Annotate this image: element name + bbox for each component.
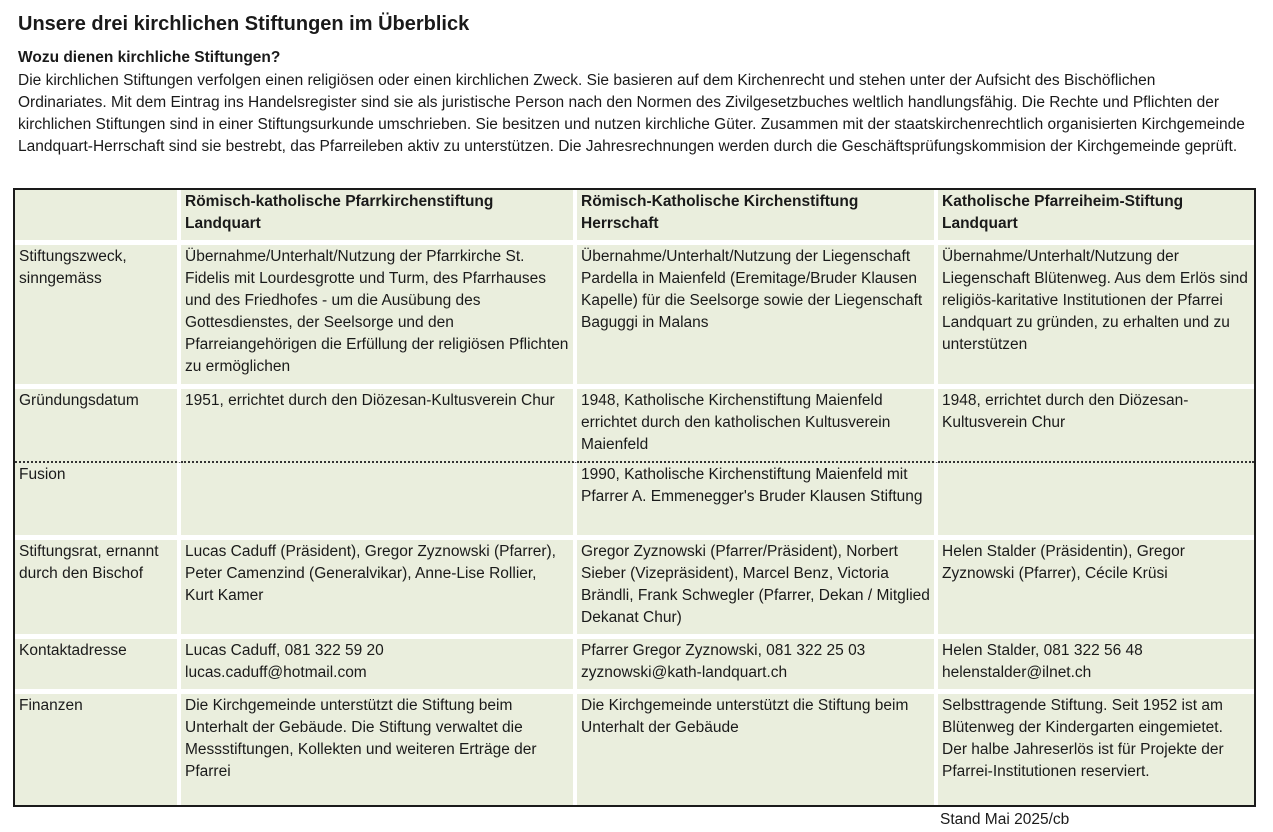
row-label: Fusion [15, 463, 181, 540]
page-title: Unsere drei kirchlichen Stiftungen im Überblick [18, 13, 470, 35]
row-label: Stiftungszweck, sinngemäss [15, 245, 181, 389]
intro-paragraph: Die kirchlichen Stiftungen verfolgen einen religiösen oder einen kirchlichen Zweck. Sie basieren auf dem Kirchenrecht und stehen unter der Aufsicht des Bischöflichen Ordinariates. Mit dem Eintrag ins Handelsregister sind sie als juristische Person nach den Normen des Zivilgesetzbuches weltlich handlungsfähig. Die Rechte und Pflichten der kirchlichen Stiftungen sind in einer Stiftungsurkunde umschrieben. Sie besitzen und nutzen kirchliche Güter. Zusammen mit der staatskirchenrechtlich organisierten Kirchgemeinde Landquart-Herrschaft sind sie bestrebt, das Pfarreileben aktiv zu unterstützen. Die Jahresrechnungen werden durch die Geschäftsprüfungskommision der Kirchgemeinde geprüft. [18, 72, 1245, 155]
contact-email: lucas.caduff@hotmail.com [185, 664, 367, 681]
table-cell: Übernahme/Unterhalt/Nutzung der Pfarrkirche St. Fidelis mit Lourdesgrotte und Turm, des Pfarrhauses und des Friedhofes - um die Ausübung des Gottesdienstes, der Seelsorge und den Pfarreiangehörigen die Erfüllung der religiösen Pflichten zu ermöglichen [181, 245, 577, 389]
table-row [15, 463, 1254, 540]
table-cell: Selbsttragende Stiftung. Seit 1952 ist am Blütenweg der Kindergarten eingemietet. Der halbe Jahreserlös ist für Projekte der Pfarrei-Institutionen reserviert. [938, 694, 1254, 807]
table-cell [181, 463, 577, 540]
table-cell: Die Kirchgemeinde unterstützt die Stiftung beim Unterhalt der Gebäude. Die Stiftung verwaltet die Messstiftungen, Kollekten und weiteren Erträge der Pfarrei [181, 694, 577, 807]
table-cell: Übernahme/Unterhalt/Nutzung der Liegenschaft Blütenweg. Aus dem Erlös sind religiös-karitative Institutionen der Pfarrei Landquart zu gründen, zu erhalten und zu unterstützen [938, 245, 1254, 389]
contact-cell [577, 639, 938, 694]
table-cell: 1948, errichtet durch den Diözesan-Kultusverein Chur [938, 389, 1254, 463]
contact-email: helenstalder@ilnet.ch [942, 664, 1092, 681]
section-heading: Wozu dienen kirchliche Stiftungen? [18, 49, 281, 66]
table-cell: 1990, Katholische Kirchenstiftung Maienfeld mit Pfarrer A. Emmenegger's Bruder Klausen Stiftung [577, 463, 938, 540]
table-cell: 1951, errichtet durch den Diözesan-Kultusverein Chur [181, 389, 577, 463]
contact-cell [181, 639, 577, 694]
table-row [15, 389, 1254, 463]
row-label: Kontaktadresse [15, 639, 181, 694]
contact-email: zyznowski@kath-landquart.ch [581, 664, 788, 681]
table-cell: 1948, Katholische Kirchenstiftung Maienfeld errichtet durch den katholischen Kultusverein Maienfeld [577, 389, 938, 463]
row-label: Stiftungsrat, ernannt durch den Bischof [15, 540, 181, 639]
table-cell [938, 463, 1254, 540]
contact-phone: Helen Stalder, 081 322 56 48 [942, 642, 1143, 659]
table-row [15, 540, 1254, 639]
table-cell: Übernahme/Unterhalt/Nutzung der Liegenschaft Pardella in Maienfeld (Eremitage/Bruder Klausen Kapelle) für die Seelsorge sowie der Liegenschaft Baguggi in Malans [577, 245, 938, 389]
header-empty-cell [15, 190, 181, 245]
header-pfarrkirchenstiftung: Römisch-katholische Pfarrkirchenstiftung Landquart [181, 190, 577, 245]
table-row [15, 694, 1254, 807]
table-cell: Die Kirchgemeinde unterstützt die Stiftung beim Unterhalt der Gebäude [577, 694, 938, 807]
table-row [15, 245, 1254, 389]
revision-note: Stand Mai 2025/cb [940, 811, 1070, 828]
table-cell: Gregor Zyznowski (Pfarrer/Präsident), Norbert Sieber (Vizepräsident), Marcel Benz, Victoria Brändli, Frank Schwegler (Pfarrer, Dekan / Mitglied Dekanat Chur) [577, 540, 938, 639]
foundations-grid [15, 190, 1254, 807]
contact-phone: Lucas Caduff, 081 322 59 20 [185, 642, 384, 659]
contact-cell [938, 639, 1254, 694]
header-pfarreiheim-stiftung: Katholische Pfarreiheim-Stiftung Landquart [938, 190, 1254, 245]
row-label: Gründungsdatum [15, 389, 181, 463]
table-row [15, 639, 1254, 694]
table-cell: Lucas Caduff (Präsident), Gregor Zyznowski (Pfarrer), Peter Camenzind (Generalvikar), Anne-Lise Rollier, Kurt Kamer [181, 540, 577, 639]
foundations-table [13, 188, 1256, 807]
table-cell: Helen Stalder (Präsidentin), Gregor Zyznowski (Pfarrer), Cécile Krüsi [938, 540, 1254, 639]
table-header-row [15, 190, 1254, 245]
row-label: Finanzen [15, 694, 181, 807]
contact-phone: Pfarrer Gregor Zyznowski, 081 322 25 03 [581, 642, 866, 659]
header-kirchenstiftung-herrschaft: Römisch-Katholische Kirchenstiftung Herrschaft [577, 190, 938, 245]
